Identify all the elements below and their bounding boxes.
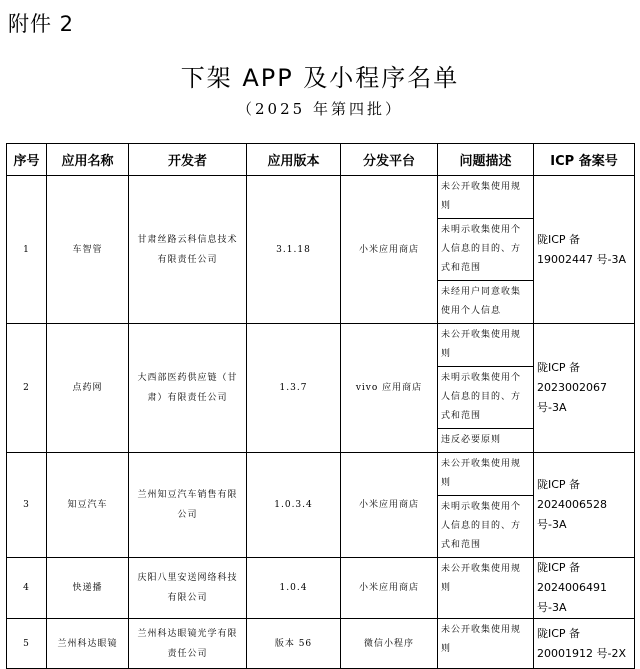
icp-number: 陇ICP 备 2023002067 号-3A <box>534 324 635 453</box>
row-number: 1 <box>7 176 47 324</box>
attachment-label: 附件 2 <box>8 12 75 36</box>
delisted-apps-table <box>6 143 635 669</box>
app-version: 1.0.4 <box>247 558 341 619</box>
platform: 微信小程序 <box>341 619 438 669</box>
issue-list <box>438 324 534 453</box>
table-row <box>7 324 635 453</box>
issue-item: 未公开收集使用规则 <box>438 324 533 367</box>
platform: 小米应用商店 <box>341 558 438 619</box>
issue-item: 违反必要原则 <box>441 435 502 445</box>
icp-number: 陇ICP 备 20001912 号-2X <box>534 619 635 669</box>
developer: 兰州科达眼镜光学有限责任公司 <box>129 619 247 669</box>
developer: 庆阳八里安送网络科技有限公司 <box>129 558 247 619</box>
issue-item: 未公开收集使用规则 <box>441 625 522 654</box>
app-version: 版本 56 <box>247 619 341 669</box>
app-name: 点药网 <box>47 324 129 453</box>
header-cell: 开发者 <box>129 144 247 176</box>
app-name: 兰州科达眼镜 <box>47 619 129 669</box>
table-row <box>7 176 635 324</box>
developer: 大西部医药供应链（甘肃）有限责任公司 <box>129 324 247 453</box>
app-name: 知豆汽车 <box>47 453 129 558</box>
icp-number: 陇ICP 备 2024006491 号-3A <box>534 558 635 619</box>
issue-list <box>438 176 534 324</box>
issue-list <box>438 558 534 619</box>
platform: vivo 应用商店 <box>341 324 438 453</box>
row-number: 3 <box>7 453 47 558</box>
table-header-row <box>7 144 635 176</box>
row-number: 5 <box>7 619 47 669</box>
app-version: 1.3.7 <box>247 324 341 453</box>
app-name: 车智管 <box>47 176 129 324</box>
header-cell: 应用版本 <box>247 144 341 176</box>
header-cell: 序号 <box>7 144 47 176</box>
table-row <box>7 619 635 669</box>
row-number: 4 <box>7 558 47 619</box>
issue-item: 未明示收集使用个人信息的目的、方式和范围 <box>438 219 533 281</box>
table-row <box>7 558 635 619</box>
issue-list <box>438 619 534 669</box>
icp-number: 陇ICP 备 19002447 号-3A <box>534 176 635 324</box>
developer: 甘肃丝路云科信息技术有限责任公司 <box>129 176 247 324</box>
table-row <box>7 453 635 558</box>
header-cell: ICP 备案号 <box>534 144 635 176</box>
issue-item: 未经用户同意收集使用个人信息 <box>441 287 522 316</box>
icp-number: 陇ICP 备 2024006528 号-3A <box>534 453 635 558</box>
app-version: 1.0.3.4 <box>247 453 341 558</box>
app-version: 3.1.18 <box>247 176 341 324</box>
app-name: 快递播 <box>47 558 129 619</box>
page-title: 下架 APP 及小程序名单 <box>180 64 460 92</box>
issue-item: 未公开收集使用规则 <box>438 453 533 496</box>
issue-item: 未公开收集使用规则 <box>438 176 533 219</box>
row-number: 2 <box>7 324 47 453</box>
issue-item: 未明示收集使用个人信息的目的、方式和范围 <box>441 502 522 550</box>
developer: 兰州知豆汽车销售有限公司 <box>129 453 247 558</box>
header-cell: 问题描述 <box>438 144 534 176</box>
platform: 小米应用商店 <box>341 176 438 324</box>
header-cell: 应用名称 <box>47 144 129 176</box>
platform: 小米应用商店 <box>341 453 438 558</box>
header-cell: 分发平台 <box>341 144 438 176</box>
issue-item: 未明示收集使用个人信息的目的、方式和范围 <box>438 367 533 429</box>
page-subtitle: （2025 年第四批） <box>237 100 403 118</box>
issue-item: 未公开收集使用规则 <box>441 564 522 593</box>
issue-list <box>438 453 534 558</box>
